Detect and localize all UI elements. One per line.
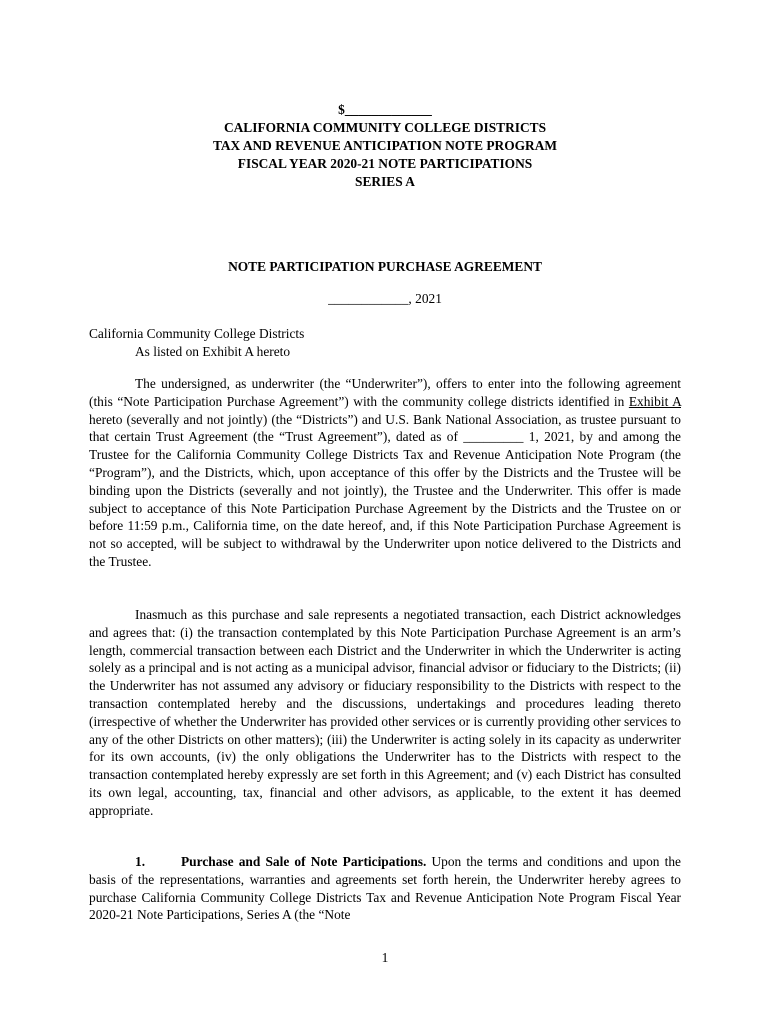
addressee-line-1: California Community College Districts	[89, 326, 305, 341]
paragraph-offer	[89, 375, 681, 571]
section-1-number: 1.	[135, 854, 146, 869]
amount-line: $_____________	[338, 102, 432, 117]
section-1-title: Purchase and Sale of Note Participations.	[181, 854, 427, 869]
header-line-1: CALIFORNIA COMMUNITY COLLEGE DISTRICTS	[223, 120, 547, 135]
paragraph-acknowledgement: Inasmuch as this purchase and sale represents a negotiated transaction, each District acknowledges and agrees that: (i) the transaction contemplated by this Note Participation Purchase Agreement is an arm’s length, commercial transaction between each District and the Underwriter in which the Underwriter is acting solely as a principal and is not acting as a municipal advisor, financial advisor or fiduciary to the Districts; (ii) the Underwriter has not assumed any advisory or fiduciary responsibility to the Districts with respect to the transaction contemplated hereby and the discussions, undertakings and procedures leading thereto (irrespective of whether the Underwriter has provided other services or is currently providing other services to any of the other Districts on other matters); (iii) the Underwriter is acting solely in its capacity as underwriter for its own accounts, (iv) the only obligations the Underwriter has to the Districts with respect to the transaction contemplated hereby expressly are set forth in this Agreement; and (v) each District has consulted its own legal, accounting, tax, financial and other advisors, as applicable, to the extent it has deemed appropriate.	[89, 607, 681, 818]
header-line-2: TAX AND REVENUE ANTICIPATION NOTE PROGRAM	[212, 138, 558, 153]
addressee-line-2: As listed on Exhibit A hereto	[135, 344, 291, 359]
header-line-4: SERIES A	[355, 174, 415, 189]
paragraph-offer-text-2: hereto (severally and not jointly) (the “Districts”) and U.S. Bank National Association, as trustee pursuant to that certain Trust Agreement (the “Trust Agreement”), dated as of _________ 1, 2021, by and among the Trustee for the California Community College Districts Tax and Revenue Anticipation Note Program (the “Program”), and the Districts, which, upon acceptance of this offer by the Districts and the Trustee will be binding upon the Districts (severally and not jointly), the Trustee and the Underwriter. This offer is made subject to acceptance of this Note Participation Purchase Agreement by the Districts and the Trustee on or before 11:59 p.m., California time, on the date hereof, and, if this Note Participation Purchase Agreement is not so accepted, will be subject to withdrawal by the Underwriter upon notice delivered to the Districts and the Trustee.	[89, 411, 681, 569]
date-line: ____________, 2021	[328, 291, 442, 306]
section-1-text: Upon the terms and conditions and upon the basis of the representations, warranties and agreements set forth herein, the Underwriter hereby agrees to purchase California Community College Districts Tax and Revenue Anticipation Note Program Fiscal Year 2020-21 Note Participations, Series A (the “Note	[89, 854, 681, 923]
addressee-block	[89, 325, 304, 361]
document-header	[0, 101, 770, 191]
agreement-title: NOTE PARTICIPATION PURCHASE AGREEMENT	[228, 259, 542, 274]
page-number: 1	[381, 950, 389, 965]
section-1-paragraph	[89, 853, 681, 924]
paragraph-offer-text-1: The undersigned, as underwriter (the “Underwriter”), offers to enter into the following agreement (this “Note Participation Purchase Agreement”) with the community college districts identified in	[89, 376, 681, 409]
exhibit-a-reference: Exhibit A	[628, 393, 681, 409]
header-line-3: FISCAL YEAR 2020-21 NOTE PARTICIPATIONS	[237, 156, 533, 171]
